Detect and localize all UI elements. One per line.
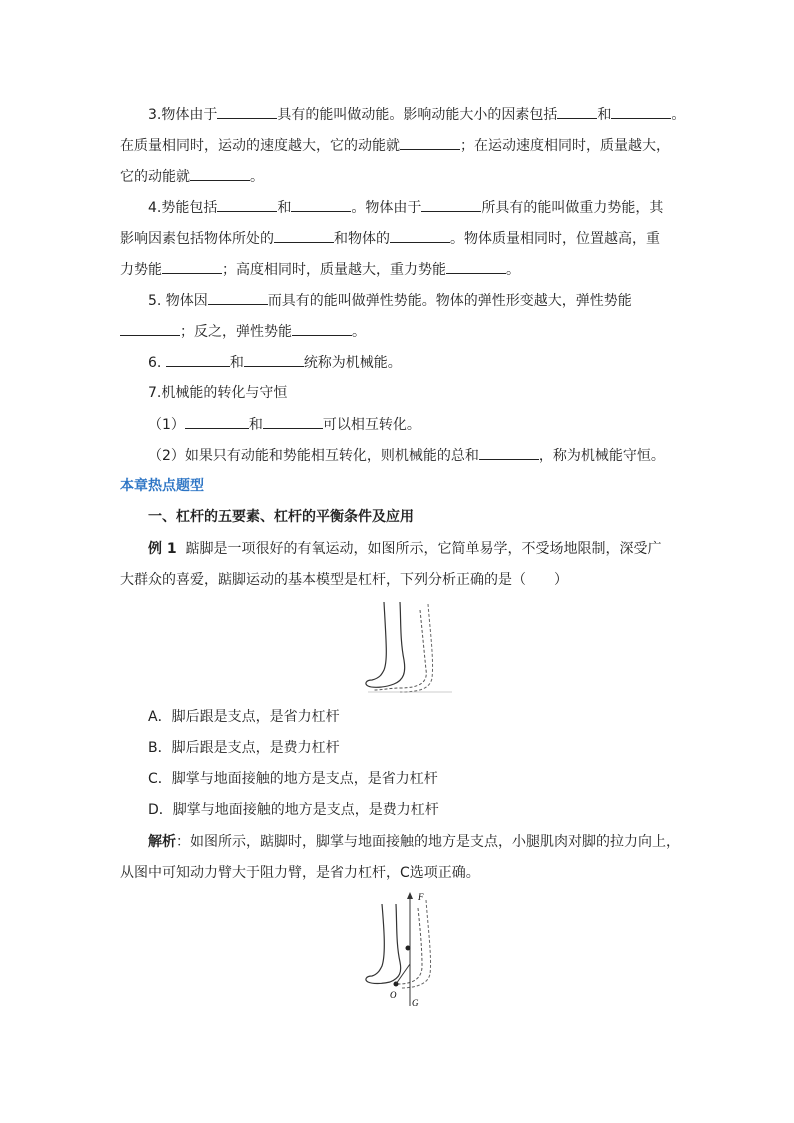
q3-line-3 [120,166,264,187]
blank [162,259,222,274]
q6-line [148,352,402,373]
blank [421,197,481,212]
q3-line-2 [120,135,670,156]
label-o: O [390,990,397,1000]
text: 所具有的能叫做重力势能，其 [481,200,664,216]
analysis-line-2: 从图中可知动力臂大于阻力臂，是省力杠杆，C选项正确。 [120,865,480,881]
text: （2）如果只有动能和势能相互转化，则机械能的总和 [148,448,479,464]
text: 它的动能就 [120,169,190,185]
option-a: A．脚后跟是支点，是省力杠杆 [148,709,340,725]
blank [390,228,450,243]
q4-line-1 [148,197,663,218]
text: 。 [250,169,264,185]
example-label: 例 1 [148,541,177,557]
blank [274,228,334,243]
section-title: 本章热点题型 [120,478,204,494]
option-b: B．脚后跟是支点，是费力杠杆 [148,740,340,756]
analysis-label: 解析 [148,834,176,850]
text: 。 [671,107,686,123]
label-f: F [418,892,424,902]
text: ，称为机械能守恒。 [538,448,665,464]
text: 和 [229,355,244,371]
q7-sub-2 [148,445,665,466]
text: 6. [148,355,166,371]
blank [217,104,277,119]
blank [446,259,506,274]
text: ；高度相同时，质量越大，重力势能 [222,262,446,278]
muscle-point [406,946,411,951]
option-c: C．脚掌与地面接触的地方是支点，是省力杠杆 [148,771,438,787]
text: ；在运动速度相同时，质量越大， [460,138,670,154]
blank [292,321,352,336]
text: 可以相互转化。 [322,417,421,433]
option-d: D．脚掌与地面接触的地方是支点，是费力杠杆 [148,802,439,818]
text: 。物体由于 [351,200,422,216]
foot-outline-dashed-2 [400,900,431,988]
q3-line-1 [148,104,685,125]
blank [190,166,250,181]
foot-outline-dashed-2 [400,604,433,692]
foot-outline [366,904,401,984]
q5-line-2 [120,321,366,342]
text: 踮脚是一项很好的有氧运动，如图所示，它简单易学，不受场地限制，深受广 [185,541,662,557]
blank [611,104,671,119]
text: 。 [352,324,366,340]
label-g: G [412,998,419,1008]
text: 统称为机械能。 [303,355,402,371]
example-line-1 [148,539,662,559]
q4-line-3 [120,259,520,280]
analysis-line-1 [148,832,680,852]
blank [557,104,597,119]
foot-force-figure [360,888,450,1008]
q7-sub-1 [148,414,421,435]
text: 3.物体由于 [148,107,218,123]
q7-title: 7.机械能的转化与守恒 [148,385,288,401]
text: 力势能 [120,262,162,278]
text: 。物体质量相同时，位置越高，重 [450,231,660,247]
text: 5. 物体因 [148,293,208,309]
text: ；反之，弹性势能 [180,324,292,340]
text: 4.势能包括 [148,200,218,216]
q5-line-1 [148,290,632,311]
text: 和 [597,107,612,123]
example-line-2: 大群众的喜爱，踮脚运动的基本模型是杠杆，下列分析正确的是（ ） [120,572,568,588]
text: 和 [277,200,292,216]
blank [291,197,351,212]
text: 影响因素包括物体所处的 [120,231,274,247]
text: ：如图所示，踮脚时，脚掌与地面接触的地方是支点，小腿肌肉对脚的拉力向上， [176,834,680,850]
foot-figure [360,600,460,694]
text: 。 [506,262,520,278]
blank [166,352,230,367]
text: 和物体的 [334,231,390,247]
force-arrow-up [407,892,413,899]
blank [120,321,180,336]
blank [217,197,277,212]
foot-outline [366,602,405,687]
lever-arm-line [396,964,410,984]
blank [208,290,268,305]
blank [185,414,249,429]
text: （1） [148,417,185,433]
q4-line-2 [120,228,660,249]
text: 具有的能叫做动能。影响动能大小的因素包括 [277,107,558,123]
blank [400,135,460,150]
blank [479,445,539,460]
subsection-title: 一、杠杆的五要素、杠杆的平衡条件及应用 [148,509,414,525]
blank [244,352,304,367]
text: 在质量相同时，运动的速度越大，它的动能就 [120,138,400,154]
text: 和 [248,417,263,433]
blank [263,414,323,429]
text: 而具有的能叫做弹性势能。物体的弹性形变越大，弹性势能 [267,293,632,309]
